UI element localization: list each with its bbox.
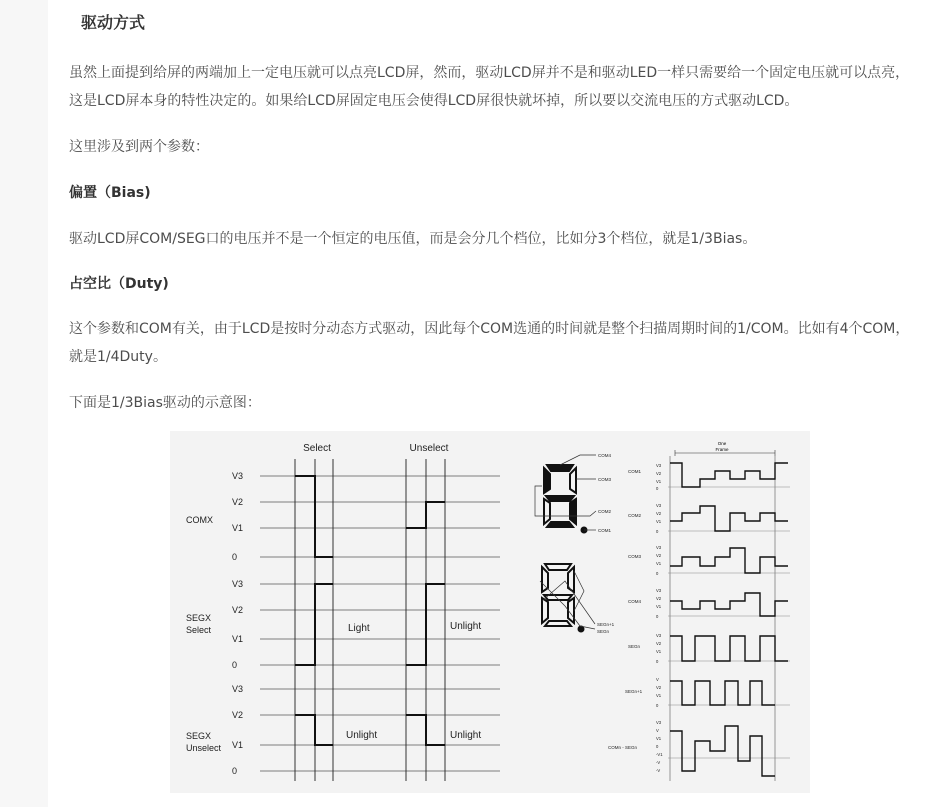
state-label-unlight: Unlight [450, 730, 482, 741]
state-label-unlight: Unlight [450, 621, 482, 632]
seg-unselect-waveform [295, 715, 333, 745]
com1-waveform [670, 463, 788, 487]
level-label: V2 [232, 710, 244, 720]
level-label: V3 [232, 579, 244, 589]
row-label-seg-unselect-2: Unselect [186, 743, 222, 753]
svg-text:V1: V1 [656, 479, 662, 484]
com4-waveform [670, 593, 788, 616]
svg-text:0: 0 [656, 614, 659, 619]
bias-drive-figure [170, 431, 810, 793]
svg-text:-V: -V [656, 760, 661, 765]
seven-segment-diagram [535, 453, 615, 634]
svg-text:V2: V2 [656, 471, 662, 476]
figure-intro: 下面是1/3Bias驱动的示意图： [69, 395, 261, 411]
pin-label: SEGn [597, 629, 610, 634]
level-label: V1 [232, 634, 244, 644]
pin-label: COM2 [598, 509, 612, 514]
row-label-seg-unselect-1: SEGX [186, 731, 212, 741]
com2-waveform [670, 506, 788, 531]
timing-row-label: COM3 [628, 554, 642, 559]
pin-label: COM4 [598, 453, 612, 458]
level-label: 0 [232, 766, 238, 776]
svg-text:V1: V1 [656, 693, 662, 698]
com3-waveform [670, 548, 788, 573]
level-label: V2 [232, 497, 244, 507]
svg-text:V3: V3 [656, 545, 662, 550]
svg-text:V2: V2 [656, 553, 662, 558]
pin-label: COM1 [598, 528, 612, 533]
col-label-select: Select [303, 443, 331, 454]
level-label: V2 [232, 605, 244, 615]
col-label-unselect: Unselect [409, 443, 449, 454]
state-label-light: Light [348, 623, 370, 634]
paragraph-intro: 虽然上面提到给屏的两端加上一定电压就可以点亮LCD屏，然而，驱动LCD屏并不是和驱动LED一样只需要给一个固定电压就可以点亮，这是LCD屏本身的特性决定的。如果给LCD屏固定电压会使得LCD屏很快就坏掉，所以要以交流电压的方式驱动LCD。 [69, 65, 910, 109]
svg-text:V3: V3 [656, 633, 662, 638]
svg-text:V1: V1 [656, 649, 662, 654]
svg-text:0: 0 [656, 571, 659, 576]
svg-text:V1: V1 [656, 561, 662, 566]
timing-row-label: COM1 [628, 469, 642, 474]
seg-d [547, 522, 573, 527]
svg-text:V2: V2 [656, 596, 662, 601]
level-label: V3 [232, 471, 244, 481]
svg-text:V: V [656, 677, 659, 682]
svg-text:V3: V3 [656, 720, 662, 725]
segn1-waveform [670, 681, 775, 705]
level-label: 0 [232, 660, 238, 670]
com-minus-seg-waveform [670, 726, 775, 776]
seven-segment-digit-icon [542, 564, 574, 626]
left-rail [0, 0, 48, 807]
svg-text:V3: V3 [656, 503, 662, 508]
bias-paragraph: 驱动LCD屏COM/SEG口的电压并不是一个恒定的电压值，而是会分几个档位，比如分3个档位，就是1/3Bias。 [69, 231, 757, 247]
svg-text:0: 0 [656, 529, 659, 534]
svg-text:V2: V2 [656, 511, 662, 516]
level-label: V1 [232, 740, 244, 750]
svg-text:-V: -V [656, 768, 661, 773]
seg-a [547, 465, 573, 471]
pin-label: COM3 [598, 477, 612, 482]
timing-row-label: COM4 [628, 599, 642, 604]
svg-text:0: 0 [656, 744, 659, 749]
svg-text:-V1: -V1 [656, 752, 663, 757]
multiplex-timing-diagram [608, 441, 790, 781]
row-label-comx: COMX [186, 515, 213, 525]
row-label-seg-select-2: Select [186, 625, 212, 635]
timing-row-label: COM2 [628, 513, 642, 518]
seg-g [546, 496, 574, 501]
timing-row-label: COMn - SEGn [608, 745, 638, 750]
state-label-unlight: Unlight [346, 730, 378, 741]
duty-paragraph: 这个参数和COM有关，由于LCD是按时分动态方式驱动，因此每个COM选通的时间就是整个扫描周期时间的1/COM。比如有4个COM，就是1/4Duty。 [69, 321, 910, 365]
svg-text:V: V [656, 728, 659, 733]
paragraph-params: 这里涉及到两个参数： [69, 139, 209, 155]
svg-text:V1: V1 [656, 736, 662, 741]
seg-select-waveform [406, 584, 445, 665]
level-label: 0 [232, 552, 238, 562]
svg-text:V1: V1 [656, 519, 662, 524]
section-heading: 驱动方式 [81, 13, 146, 32]
waveform-diagram-select-unselect [186, 443, 500, 781]
svg-text:V3: V3 [656, 588, 662, 593]
seg-unselect-waveform [406, 715, 445, 745]
svg-text:V3: V3 [656, 463, 662, 468]
svg-text:0: 0 [656, 659, 659, 664]
timing-row-label: SEGn [628, 644, 641, 649]
svg-text:V2: V2 [656, 685, 662, 690]
svg-text:0: 0 [656, 486, 659, 491]
row-label-seg-select-1: SEGX [186, 613, 212, 623]
frame-label: One [717, 441, 727, 446]
level-label: V3 [232, 684, 244, 694]
duty-heading: 占空比（Duty) [69, 276, 169, 292]
pin-label: SEGn+1 [597, 622, 615, 627]
comx-waveform [295, 476, 333, 557]
seg-select-waveform [295, 584, 333, 665]
svg-text:V2: V2 [656, 641, 662, 646]
bias-heading: 偏置（Bias) [69, 185, 151, 201]
svg-text:V1: V1 [656, 604, 662, 609]
level-label: V1 [232, 523, 244, 533]
svg-text:0: 0 [656, 703, 659, 708]
comx-waveform [406, 502, 445, 528]
frame-label: Frame [715, 447, 729, 452]
timing-row-label: SEGn+1 [625, 689, 643, 694]
segn-waveform [670, 636, 788, 661]
